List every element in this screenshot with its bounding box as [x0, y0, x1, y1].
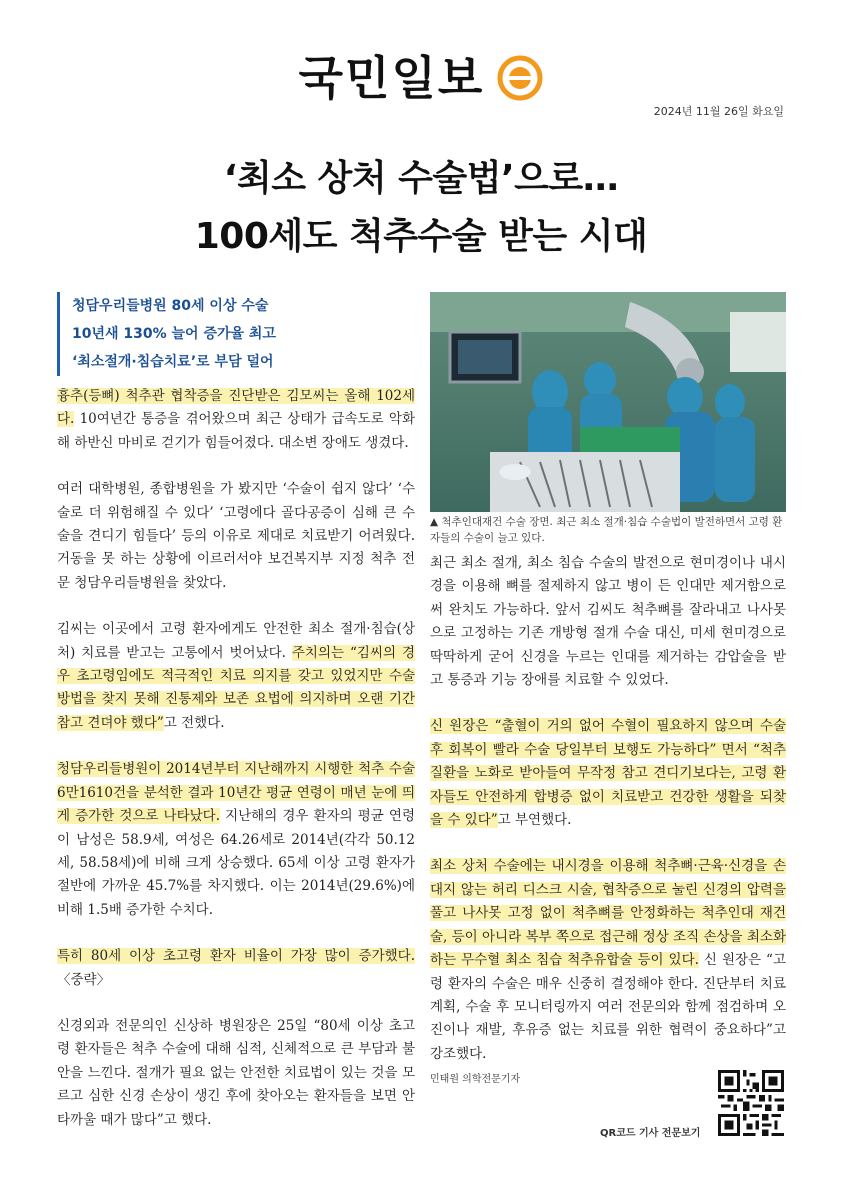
- article-column-right: [430, 552, 786, 1089]
- paragraph-text: 고 부연했다.: [497, 812, 572, 829]
- paragraph: 여러 대학병원, 종합병원을 가 봤지만 ‘수술이 쉽지 않다’ ‘수술로 더 위험해질 수 있다’ ‘고령에다 골다공증이 심해 큰 수술을 견디기 힘들다’ 등의 이유로 제대로 치료받기 어려웠다. 거동을 못 하는 상황에 이르러서야 보건복지부 지정 척추 전문 청담우리들병원을 찾았다.: [57, 481, 415, 591]
- paragraph: [430, 715, 786, 832]
- highlighted-text: 흉추(등뼈) 척추관 협착증을 진단받은 김모씨는 올해 102세다.: [57, 388, 415, 428]
- highlighted-text: 신 원장은 “출혈이 거의 없어 수혈이 필요하지 않으며 수술 후 회복이 빨라 수술 당일부터 보행도 가능하다” 면서 “척추 질환을 노화로 받아들여 무작정 참고 견디기보다는, 고령 환자들도 안전하게 합병증 없이 치료받고 건강한 생활을 되찾을 수 있다”: [430, 718, 786, 829]
- qr-code-label: QR코드 기사 전문보기: [600, 1128, 701, 1139]
- qr-code-icon[interactable]: [718, 1070, 784, 1136]
- headline-line-1: ‘최소 상처 수술법’으로…: [223, 158, 619, 199]
- paragraph: [57, 945, 415, 992]
- masthead: [0, 48, 842, 108]
- headline-line-2: 100세도 척추수술 받는 시대: [194, 216, 648, 257]
- subheadlines: [57, 292, 417, 376]
- paragraph-text: 〈중략〉: [57, 971, 111, 988]
- paragraph: 신경외과 전문의인 신상하 병원장은 25일 “80세 이상 초고령 환자들은 척추 수술에 대해 심적, 신체적으로 큰 부담과 불안을 느낀다. 절개가 필요 없는 안전한 치료법이 있는 것을 모르고 심한 신경 손상이 생긴 후에 찾아오는 환자들을 보면 안타까울 때가 많다”고 했다.: [57, 1017, 415, 1128]
- newspaper-logo-text: 국민일보: [298, 51, 485, 105]
- operating-room-illustration: [430, 292, 786, 512]
- highlighted-text: 특히 80세 이상 초고령 환자 비율이 가장 많이 증가했다.: [57, 948, 415, 965]
- paragraph: [57, 758, 415, 922]
- highlighted-text: 주치의는 “김씨의 경우 초고령임에도 적극적인 치료 의지를 갖고 있었지만 수술 방법을 찾지 못해 진통제와 보존 요법에 의지하며 오랜 기간 참고 견뎌야 했다”: [57, 644, 416, 731]
- newspaper-logo-icon: [497, 55, 543, 101]
- article-column-left: [57, 385, 415, 1155]
- highlighted-text: 최소 상처 수술에는 내시경을 이용해 척추뼈·근육·신경을 손대지 않는 허리 디스크 시술, 협착증으로 눌린 신경의 압력을 풀고 나사못 고정 없이 척추뼈를 안정화하는 척추인대 재건술, 등이 아니라 복부 쪽으로 접근해 정상 조직 손상을 최소화하는 무수혈 최소 침습 척추유합술 등이 있다.: [430, 858, 786, 969]
- byline: 민태원 의학전문기자: [430, 1074, 521, 1085]
- paragraph-text: 지난해의 경우 환자의 평균 연령이 남성은 58.9세, 여성은 64.26세로 2014년(각각 50.12세, 58.58세)에 비해 크게 상승했다. 65세 이상 고령 환자가 절반에 가까운 45.7%를 차지했다. 이는 2014년(29.6%)에 비해 1.5배 증가한 수치다.: [57, 808, 415, 918]
- subheadline-3: ‘최소절개·침습치료’로 부담 덜어: [72, 354, 274, 370]
- paragraph-text: 김씨는 이곳에서 고령 환자에게도 안전한 최소 절개·침습(상처) 치료를 받고는 고통에서 벗어났다.: [57, 621, 415, 661]
- paragraph: [430, 855, 786, 1066]
- paragraph: 최근 최소 절개, 최소 침습 수술의 발전으로 현미경이나 내시경을 이용해 뼈를 절제하지 않고 병이 든 인대만 제거함으로써 완치도 가능하다. 앞서 김씨도 척추뼈를 잘라내고 나사못으로 고정하는 기존 개방형 절개 수술 대신, 미세 현미경으로 딱딱하게 굳어 신경을 누르는 인대를 제거하는 감압술을 받고 통증과 기능 장애를 치료할 수 있었다.: [430, 555, 786, 689]
- paragraph-text: 고 전했다.: [163, 714, 225, 731]
- headline: [60, 150, 782, 266]
- paragraph: [57, 618, 415, 735]
- subheadline-1: 청담우리들병원 80세 이상 수술: [72, 298, 269, 314]
- highlighted-text: 청담우리들병원이 2014년부터 지난해까지 시행한 척추 수술 6만1610건을 분석한 결과 10년간 평균 연령이 매년 눈에 띄게 증가한 것으로 나타났다.: [57, 761, 415, 825]
- photo-caption: ▲ 척추인대재건 수술 장면. 최근 최소 절개·침습 수술법이 발전하면서 고령 환자들의 수술이 늘고 있다.: [430, 516, 783, 544]
- paragraph-text: 신 원장은 “고령 환자의 수술은 매우 신중히 결정해야 한다. 진단부터 치료 계획, 수술 후 모니터링까지 여러 전문의와 함께 점검하며 오진이나 재발, 후유증 없는 치료를 위한 협력이 중요하다”고 강조했다.: [430, 952, 786, 1062]
- paragraph-text: 10여년간 통증을 겪어왔으며 최근 상태가 급속도로 악화해 하반신 마비로 걷기가 힘들어졌다. 대소변 장애도 생겼다.: [57, 411, 415, 451]
- issue-date: 2024년 11월 26일 화요일: [653, 105, 784, 118]
- subheadline-2: 10년새 130% 늘어 증가율 최고: [72, 326, 276, 342]
- paragraph: [57, 385, 415, 455]
- surgery-photo: [430, 292, 786, 512]
